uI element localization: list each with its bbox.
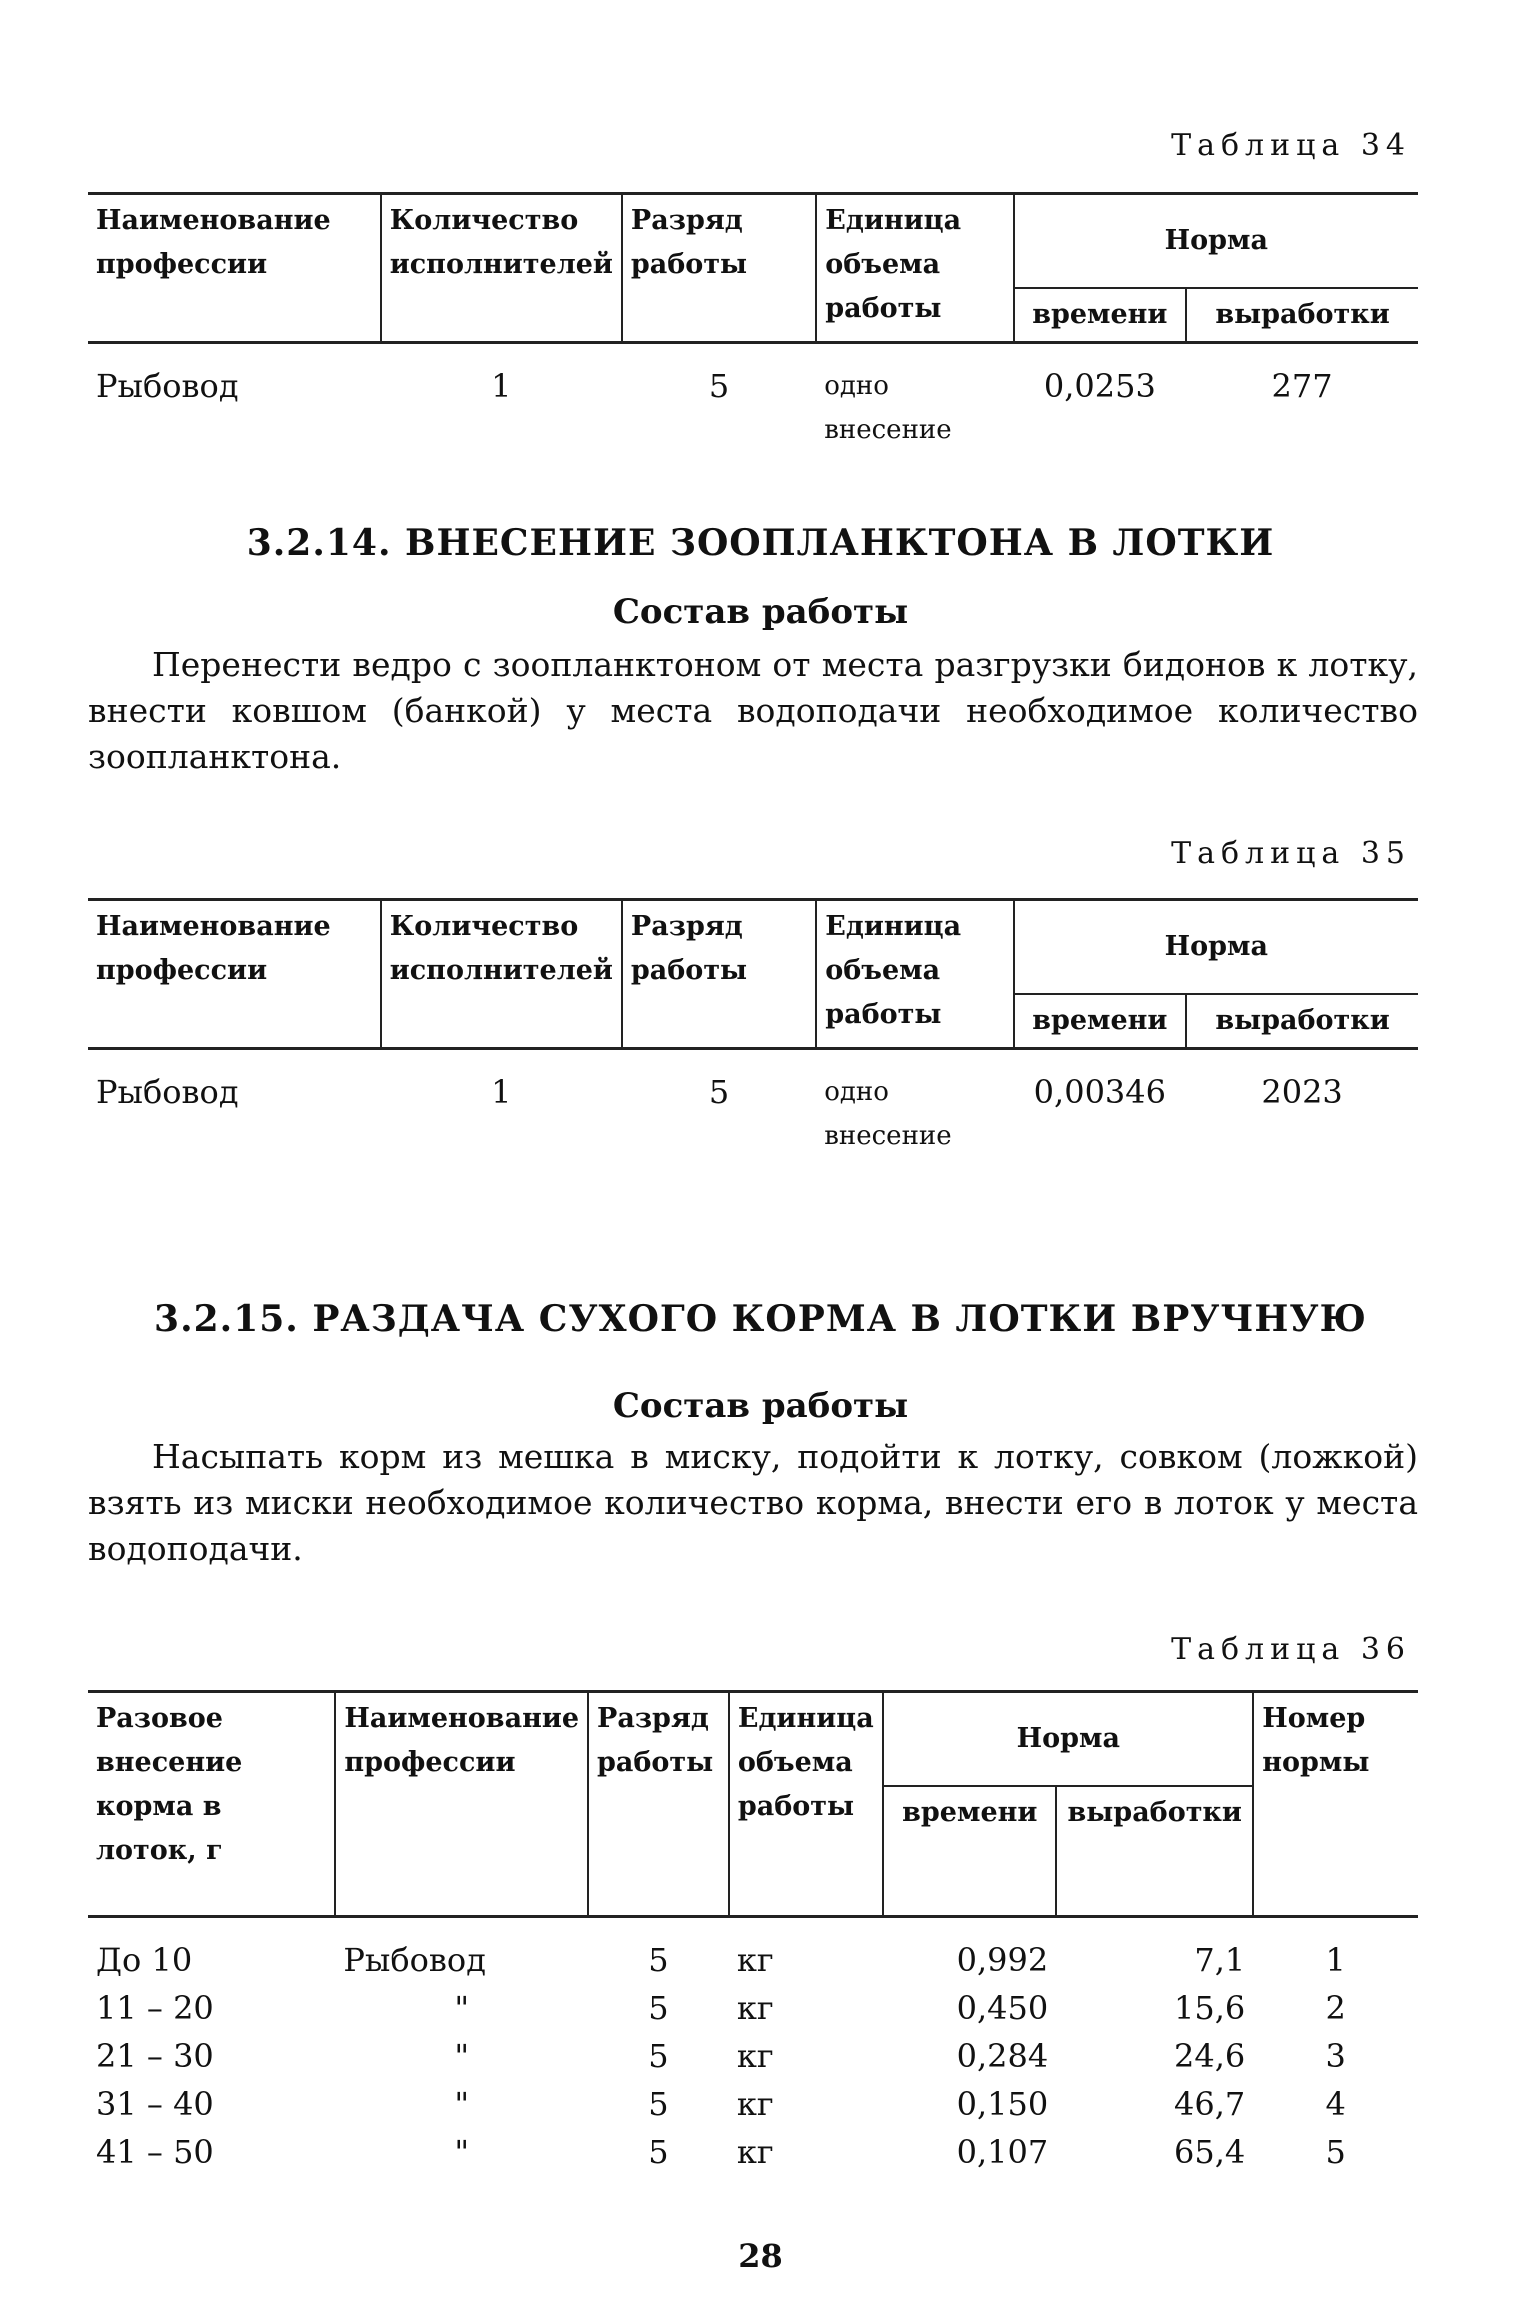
header-norm: Норма xyxy=(1014,900,1418,995)
cell-unit: одно внесение xyxy=(824,371,952,445)
cell-output: 2023 xyxy=(1261,1073,1343,1111)
header-output: выработки xyxy=(1186,994,1418,1049)
cell-grade: 5 xyxy=(648,2133,669,2171)
header-profession: Наименование профессии xyxy=(88,194,381,343)
cell-number: 4 xyxy=(1325,2085,1346,2123)
cell-number: 2 xyxy=(1325,1989,1346,2027)
table36 xyxy=(88,1690,1418,2176)
cell-profession: Рыбовод xyxy=(96,367,239,405)
table-row xyxy=(88,1936,1418,1984)
cell-profession: " xyxy=(454,2037,470,2075)
cell-time: 0,0253 xyxy=(1043,367,1156,405)
section14-subtitle: Состав работы xyxy=(612,592,909,632)
header-unit: Единица объема работы xyxy=(816,194,1013,343)
cell-grade: 5 xyxy=(648,2085,669,2123)
cell-profession: " xyxy=(454,1989,470,2027)
cell-number: 5 xyxy=(1325,2133,1346,2171)
cell-profession: Рыбовод xyxy=(96,1073,239,1111)
cell-portion: 11 – 20 xyxy=(96,1989,214,2027)
table-row xyxy=(88,1068,1418,1160)
section14-title: 3.2.14. ВНЕСЕНИЕ ЗООПЛАНКТОНА В ЛОТКИ xyxy=(246,522,1275,564)
header-profession: Наименование профессии xyxy=(335,1692,588,1917)
cell-output: 7,1 xyxy=(1194,1941,1246,1979)
cell-time: 0,150 xyxy=(956,2085,1049,2123)
cell-output: 15,6 xyxy=(1174,1989,1246,2027)
header-time: времени xyxy=(883,1786,1056,1917)
cell-performers: 1 xyxy=(491,1073,512,1111)
cell-unit: одно внесение xyxy=(824,1077,952,1151)
cell-output: 65,4 xyxy=(1174,2133,1246,2171)
header-grade: Разряд работы xyxy=(622,194,816,343)
cell-grade: 5 xyxy=(648,1989,669,2027)
section14-text: Перенести ведро с зоопланктоном от места разгрузки бидонов к лотку, внести ковшом (банкой) у места водоподачи необходимое количество зоопланктона. xyxy=(88,645,1418,776)
cell-profession: " xyxy=(454,2085,470,2123)
table-row xyxy=(88,2080,1418,2128)
header-grade: Разряд работы xyxy=(588,1692,729,1917)
header-norm: Норма xyxy=(883,1692,1253,1787)
table-row xyxy=(88,2128,1418,2176)
cell-time: 0,450 xyxy=(956,1989,1049,2027)
header-unit: Единица объема работы xyxy=(729,1692,884,1917)
table-row xyxy=(88,362,1418,454)
cell-time: 0,992 xyxy=(956,1941,1049,1979)
header-grade: Разряд работы xyxy=(622,900,816,1049)
header-time: времени xyxy=(1014,288,1187,343)
header-output: выработки xyxy=(1056,1786,1253,1917)
cell-unit: кг xyxy=(736,1941,774,1979)
cell-grade: 5 xyxy=(708,367,730,405)
cell-output: 277 xyxy=(1271,367,1333,405)
cell-profession: " xyxy=(454,2133,470,2171)
cell-time: 0,284 xyxy=(956,2037,1049,2075)
header-performers: Количество исполнителей xyxy=(381,194,622,343)
header-output: выработки xyxy=(1186,288,1418,343)
header-norm: Норма xyxy=(1014,194,1418,289)
section15-text: Насыпать корм из мешка в миску, подойти к лотку, совком (ложкой) взять из миски необходимое количество корма, внести его в лоток у места водоподачи. xyxy=(88,1437,1418,1568)
cell-unit: кг xyxy=(736,2037,774,2075)
cell-grade: 5 xyxy=(708,1073,730,1111)
header-performers: Количество исполнителей xyxy=(381,900,622,1049)
cell-number: 3 xyxy=(1325,2037,1346,2075)
table35 xyxy=(88,898,1418,1160)
table35-caption: Таблица 35 xyxy=(1171,836,1411,871)
cell-portion: До 10 xyxy=(96,1941,193,1979)
header-number: Номер нормы xyxy=(1253,1692,1418,1917)
header-profession: Наименование профессии xyxy=(88,900,381,1049)
cell-output: 24,6 xyxy=(1174,2037,1246,2075)
table-row xyxy=(88,2032,1418,2080)
cell-unit: кг xyxy=(736,2133,774,2171)
header-time: времени xyxy=(1014,994,1187,1049)
cell-portion: 41 – 50 xyxy=(96,2133,214,2171)
cell-performers: 1 xyxy=(491,367,512,405)
header-portion: Разовое внесение корма в лоток, г xyxy=(88,1692,335,1917)
cell-time: 0,00346 xyxy=(1033,1073,1166,1111)
cell-unit: кг xyxy=(736,1989,774,2027)
cell-portion: 21 – 30 xyxy=(96,2037,214,2075)
cell-portion: 31 – 40 xyxy=(96,2085,214,2123)
cell-profession: Рыбовод xyxy=(343,1941,486,1979)
cell-grade: 5 xyxy=(648,2037,669,2075)
header-unit: Единица объема работы xyxy=(816,900,1013,1049)
cell-unit: кг xyxy=(736,2085,774,2123)
page-number: 28 xyxy=(738,2237,783,2275)
section15-title: 3.2.15. РАЗДАЧА СУХОГО КОРМА В ЛОТКИ ВРУЧНУЮ xyxy=(154,1298,1367,1340)
table34 xyxy=(88,192,1418,454)
cell-number: 1 xyxy=(1325,1941,1346,1979)
cell-time: 0,107 xyxy=(956,2133,1049,2171)
table34-caption: Таблица 34 xyxy=(1171,128,1411,163)
cell-grade: 5 xyxy=(648,1941,669,1979)
section15-subtitle: Состав работы xyxy=(612,1386,909,1426)
table-row xyxy=(88,1984,1418,2032)
cell-output: 46,7 xyxy=(1174,2085,1246,2123)
table36-caption: Таблица 36 xyxy=(1171,1632,1411,1667)
